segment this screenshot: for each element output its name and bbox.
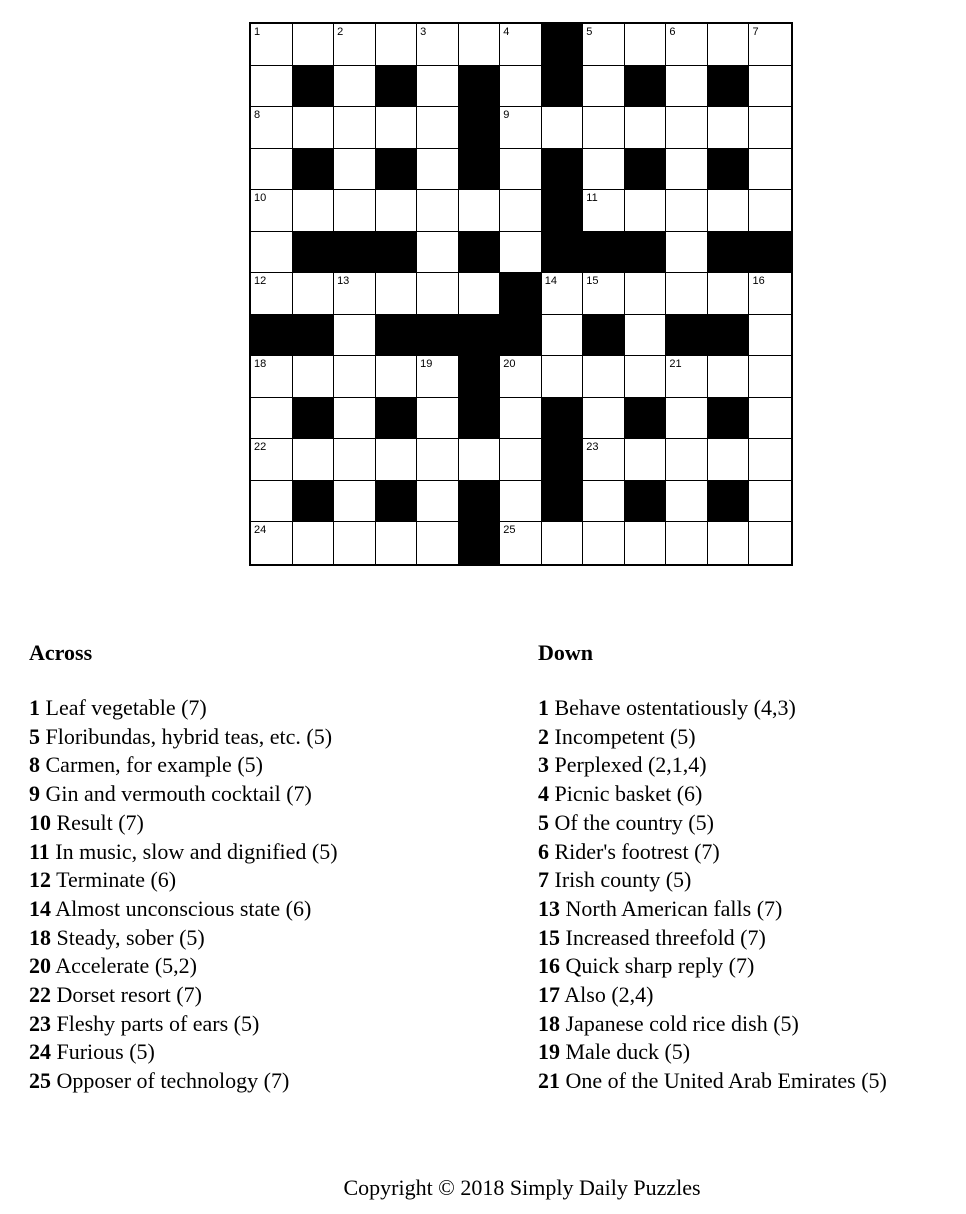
grid-block: [293, 232, 335, 274]
grid-cell[interactable]: [708, 190, 750, 232]
grid-cell[interactable]: [625, 24, 667, 66]
grid-cell[interactable]: [583, 273, 625, 315]
down-clue: [538, 723, 887, 752]
grid-cell[interactable]: [749, 66, 791, 108]
cell-number: 22: [254, 441, 267, 454]
across-clues: [29, 640, 338, 1096]
clue-text: Opposer of technology (7): [56, 1068, 290, 1094]
cell-number: 5: [586, 26, 593, 38]
clue-number: 12: [29, 867, 51, 893]
clue-number: 3: [538, 752, 549, 778]
grid-cell[interactable]: [500, 439, 542, 481]
down-clue: [538, 838, 887, 867]
grid-cell[interactable]: [583, 398, 625, 440]
clue-number: 11: [29, 838, 50, 864]
down-clue-list: [538, 694, 887, 1096]
cell-number: 20: [503, 358, 516, 371]
clue-text: North American falls (7): [565, 895, 783, 921]
cell-number: 7: [752, 26, 759, 38]
grid-cell[interactable]: [583, 439, 625, 481]
grid-cell[interactable]: [583, 66, 625, 108]
grid-cell[interactable]: [293, 522, 335, 564]
clue-text: Terminate (6): [56, 867, 177, 893]
grid-cell[interactable]: [376, 273, 418, 315]
grid-cell[interactable]: [251, 24, 293, 66]
clue-text: Irish county (5): [554, 867, 692, 893]
grid-cell[interactable]: [625, 522, 667, 564]
grid-cell[interactable]: [459, 273, 501, 315]
across-clue: [29, 1010, 338, 1039]
grid-block: [293, 315, 335, 357]
across-clue: [29, 838, 338, 867]
cell-number: 3: [420, 26, 427, 38]
clue-text: Gin and vermouth cocktail (7): [45, 781, 312, 807]
across-clue: [29, 952, 338, 981]
cell-number: 16: [752, 275, 765, 288]
down-clue: [538, 952, 887, 981]
grid-block: [542, 190, 584, 232]
grid-block: [542, 149, 584, 191]
grid-block: [293, 149, 335, 191]
grid-cell[interactable]: [251, 356, 293, 398]
clue-text: Perplexed (2,1,4): [554, 752, 707, 778]
grid-cell[interactable]: [417, 149, 459, 191]
across-clue-list: [29, 694, 338, 1096]
clue-text: Furious (5): [56, 1039, 155, 1065]
clue-number: 5: [538, 809, 549, 835]
grid-block: [293, 481, 335, 523]
across-clue: [29, 751, 338, 780]
grid-block: [293, 66, 335, 108]
grid-cell[interactable]: [500, 190, 542, 232]
grid-cell[interactable]: [749, 439, 791, 481]
grid-block: [293, 398, 335, 440]
grid-cell[interactable]: [625, 273, 667, 315]
grid-cell[interactable]: [376, 24, 418, 66]
clue-number: 6: [538, 838, 549, 864]
grid-block: [376, 66, 418, 108]
grid-cell[interactable]: [251, 481, 293, 523]
clue-number: 18: [538, 1010, 560, 1036]
grid-cell[interactable]: [542, 522, 584, 564]
clue-number: 24: [29, 1039, 51, 1065]
grid-cell[interactable]: [417, 273, 459, 315]
cell-number: 10: [254, 192, 267, 205]
clue-text: Quick sharp reply (7): [565, 953, 755, 979]
clue-number: 13: [538, 895, 560, 921]
grid-cell[interactable]: [583, 149, 625, 191]
grid-cell[interactable]: [334, 398, 376, 440]
grid-cell[interactable]: [251, 273, 293, 315]
clue-number: 23: [29, 1010, 51, 1036]
grid-cell[interactable]: [749, 24, 791, 66]
grid-block: [708, 149, 750, 191]
grid-cell[interactable]: [293, 107, 335, 149]
cell-number: 4: [503, 26, 510, 38]
clue-number: 14: [29, 895, 51, 921]
grid-block: [625, 398, 667, 440]
grid-cell[interactable]: [625, 107, 667, 149]
across-clue: [29, 981, 338, 1010]
clue-text: In music, slow and dignified (5): [55, 838, 338, 864]
clue-number: 25: [29, 1068, 51, 1094]
grid-cell[interactable]: [583, 190, 625, 232]
grid-block: [666, 315, 708, 357]
grid-cell[interactable]: [749, 522, 791, 564]
clue-text: Dorset resort (7): [56, 982, 202, 1008]
grid-cell[interactable]: [542, 273, 584, 315]
grid-cell[interactable]: [625, 315, 667, 357]
clue-text: Accelerate (5,2): [55, 953, 197, 979]
clue-number: 4: [538, 781, 549, 807]
grid-cell[interactable]: [334, 481, 376, 523]
clue-text: Increased threefold (7): [565, 924, 766, 950]
grid-cell[interactable]: [500, 398, 542, 440]
clue-number: 18: [29, 924, 51, 950]
clue-text: Rider's footrest (7): [554, 838, 720, 864]
grid-cell[interactable]: [376, 107, 418, 149]
grid-block: [376, 481, 418, 523]
down-clues: [538, 640, 887, 1096]
grid-cell[interactable]: [666, 66, 708, 108]
grid-cell[interactable]: [417, 232, 459, 274]
clue-text: Male duck (5): [565, 1039, 691, 1065]
down-clue: [538, 1038, 887, 1067]
grid-cell[interactable]: [334, 107, 376, 149]
clue-text: Steady, sober (5): [56, 924, 205, 950]
cell-number: 1: [254, 26, 261, 38]
grid-block: [542, 439, 584, 481]
grid-cell[interactable]: [708, 439, 750, 481]
grid-cell[interactable]: [376, 190, 418, 232]
grid-cell[interactable]: [666, 481, 708, 523]
clue-text: Result (7): [56, 809, 144, 835]
grid-block: [708, 398, 750, 440]
across-clue: [29, 1067, 338, 1096]
down-heading: Down: [538, 640, 594, 665]
grid-cell[interactable]: [583, 481, 625, 523]
grid-cell[interactable]: [749, 315, 791, 357]
grid-cell[interactable]: [500, 522, 542, 564]
grid-cell[interactable]: [500, 481, 542, 523]
grid-cell[interactable]: [293, 439, 335, 481]
cell-number: 12: [254, 275, 267, 288]
down-clue: [538, 780, 887, 809]
clue-text: Almost unconscious state (6): [55, 895, 312, 921]
grid-block: [708, 232, 750, 274]
grid-cell[interactable]: [708, 24, 750, 66]
grid-cell[interactable]: [542, 107, 584, 149]
grid-cell[interactable]: [251, 232, 293, 274]
grid-cell[interactable]: [666, 356, 708, 398]
grid-cell[interactable]: [293, 24, 335, 66]
clue-text: Behave ostentatiously (4,3): [554, 695, 796, 720]
grid-block: [583, 315, 625, 357]
clue-number: 9: [29, 781, 40, 807]
cell-number: 17: [503, 316, 516, 329]
grid-cell[interactable]: [625, 190, 667, 232]
grid-cell[interactable]: [251, 149, 293, 191]
cell-number: 23: [586, 441, 599, 454]
grid-cell[interactable]: [417, 107, 459, 149]
cell-number: 13: [337, 275, 350, 288]
grid-cell[interactable]: [749, 356, 791, 398]
clue-text: Fleshy parts of ears (5): [56, 1010, 260, 1036]
grid-block: [459, 232, 501, 274]
grid-block: [542, 24, 584, 66]
cell-number: 6: [669, 26, 676, 38]
grid-cell[interactable]: [334, 356, 376, 398]
grid-block: [542, 398, 584, 440]
cell-number: 21: [669, 358, 682, 371]
grid-cell[interactable]: [293, 190, 335, 232]
grid-block: [376, 315, 418, 357]
grid-cell[interactable]: [334, 315, 376, 357]
down-clue: [538, 694, 887, 723]
grid-cell[interactable]: [666, 149, 708, 191]
clue-text: Carmen, for example (5): [45, 752, 263, 778]
grid-block: [708, 481, 750, 523]
crossword-grid: [249, 22, 793, 566]
cell-number: 8: [254, 109, 261, 122]
grid-cell[interactable]: [749, 273, 791, 315]
grid-block: [459, 149, 501, 191]
grid-block: [459, 398, 501, 440]
down-clue: [538, 866, 887, 895]
grid-cell[interactable]: [334, 439, 376, 481]
across-clue: [29, 694, 338, 723]
grid-block: [334, 232, 376, 274]
clue-number: 21: [538, 1068, 560, 1094]
grid-cell[interactable]: [417, 66, 459, 108]
grid-cell[interactable]: [251, 66, 293, 108]
cell-number: 2: [337, 26, 344, 38]
grid-block: [376, 232, 418, 274]
grid-cell[interactable]: [666, 522, 708, 564]
cell-number: 9: [503, 109, 510, 122]
grid-cell[interactable]: [376, 356, 418, 398]
grid-cell[interactable]: [625, 439, 667, 481]
clue-text: Of the country (5): [554, 809, 714, 835]
grid-cell[interactable]: [583, 522, 625, 564]
grid-block: [459, 315, 501, 357]
grid-cell[interactable]: [500, 107, 542, 149]
across-clue: [29, 924, 338, 953]
grid-block: [376, 149, 418, 191]
grid-cell[interactable]: [417, 356, 459, 398]
grid-cell[interactable]: [666, 190, 708, 232]
grid-block: [749, 232, 791, 274]
down-clue: [538, 924, 887, 953]
down-clue: [538, 1067, 887, 1096]
grid-block: [251, 315, 293, 357]
grid-block: [459, 522, 501, 564]
grid-block: [625, 149, 667, 191]
grid-block: [500, 273, 542, 315]
grid-cell[interactable]: [334, 522, 376, 564]
cell-number: 14: [544, 275, 558, 288]
down-clue: [538, 809, 887, 838]
grid-block: [542, 481, 584, 523]
clue-number: 7: [538, 867, 549, 893]
grid-cell[interactable]: [749, 149, 791, 191]
clue-number: 16: [538, 953, 560, 979]
down-clue: [538, 895, 887, 924]
grid-block: [459, 107, 501, 149]
grid-cell[interactable]: [500, 66, 542, 108]
grid-block: [583, 232, 625, 274]
grid-cell[interactable]: [417, 190, 459, 232]
grid-cell[interactable]: [583, 24, 625, 66]
down-clue: [538, 751, 887, 780]
clue-number: 8: [29, 752, 40, 778]
clue-text: Also (2,4): [564, 982, 654, 1008]
grid-cell[interactable]: [251, 522, 293, 564]
clue-text: Leaf vegetable (7): [45, 695, 207, 720]
grid-cell[interactable]: [666, 398, 708, 440]
clue-number: 15: [538, 924, 560, 950]
clue-number: 19: [538, 1039, 560, 1065]
grid-cell[interactable]: [500, 356, 542, 398]
grid-cell[interactable]: [666, 439, 708, 481]
grid-cell[interactable]: [251, 439, 293, 481]
grid-cell[interactable]: [583, 107, 625, 149]
grid-cell[interactable]: [251, 190, 293, 232]
grid-block: [625, 481, 667, 523]
grid-cell[interactable]: [583, 356, 625, 398]
clue-text: One of the United Arab Emirates (5): [565, 1068, 887, 1094]
across-clue: [29, 1038, 338, 1067]
clue-text: Picnic basket (6): [554, 781, 703, 807]
grid-block: [542, 66, 584, 108]
grid-cell[interactable]: [334, 273, 376, 315]
grid-cell[interactable]: [542, 315, 584, 357]
down-clue: [538, 1010, 887, 1039]
cell-number: 15: [586, 275, 599, 288]
clue-number: 5: [29, 723, 40, 749]
grid-cell[interactable]: [459, 24, 501, 66]
cell-number: 24: [254, 524, 267, 537]
grid-block: [708, 66, 750, 108]
across-clue: [29, 809, 338, 838]
clue-number: 2: [538, 723, 549, 749]
clue-number: 17: [538, 982, 560, 1008]
grid-cell[interactable]: [293, 273, 335, 315]
grid-cell[interactable]: [500, 149, 542, 191]
cell-number: 18: [254, 358, 267, 371]
grid-block: [708, 315, 750, 357]
across-clue: [29, 723, 338, 752]
grid-cell[interactable]: [459, 439, 501, 481]
grid-cell[interactable]: [417, 398, 459, 440]
clue-number: 22: [29, 982, 51, 1008]
grid-block: [417, 315, 459, 357]
grid-block: [459, 356, 501, 398]
grid-cell[interactable]: [666, 232, 708, 274]
cell-number: 11: [586, 192, 598, 205]
grid-cell[interactable]: [417, 522, 459, 564]
grid-cell[interactable]: [749, 481, 791, 523]
clue-number: 20: [29, 953, 51, 979]
grid-cell[interactable]: [500, 232, 542, 274]
across-clue: [29, 895, 338, 924]
cell-number: 25: [503, 524, 516, 537]
clue-number: 10: [29, 809, 51, 835]
grid-block: [376, 398, 418, 440]
copyright-notice: Copyright © 2018 Simply Daily Puzzles: [343, 1175, 701, 1200]
grid-cell[interactable]: [376, 439, 418, 481]
grid-cell[interactable]: [251, 107, 293, 149]
grid-block: [625, 66, 667, 108]
clue-text: Floribundas, hybrid teas, etc. (5): [45, 723, 333, 749]
grid-cell[interactable]: [749, 107, 791, 149]
grid-cell[interactable]: [708, 273, 750, 315]
grid-cell[interactable]: [708, 356, 750, 398]
grid-cell[interactable]: [376, 522, 418, 564]
grid-cell[interactable]: [625, 356, 667, 398]
grid-cell[interactable]: [542, 356, 584, 398]
grid-cell[interactable]: [500, 24, 542, 66]
grid-cell[interactable]: [708, 107, 750, 149]
grid-cell[interactable]: [334, 66, 376, 108]
grid-block: [459, 481, 501, 523]
clue-text: Japanese cold rice dish (5): [565, 1010, 799, 1036]
grid-block: [542, 232, 584, 274]
grid-block: [500, 315, 542, 357]
grid-cell[interactable]: [666, 24, 708, 66]
grid-cell[interactable]: [334, 24, 376, 66]
grid-cell[interactable]: [749, 398, 791, 440]
down-clue: [538, 981, 887, 1010]
clue-number: 1: [538, 695, 549, 720]
clue-number: 1: [29, 695, 40, 720]
grid-cell[interactable]: [293, 356, 335, 398]
grid-cell[interactable]: [251, 398, 293, 440]
grid-cell[interactable]: [666, 107, 708, 149]
grid-cell[interactable]: [417, 24, 459, 66]
grid-cell[interactable]: [417, 481, 459, 523]
across-clue: [29, 866, 338, 895]
across-heading: Across: [29, 640, 93, 665]
grid-cell[interactable]: [708, 522, 750, 564]
grid-cell[interactable]: [459, 190, 501, 232]
grid-cell[interactable]: [334, 190, 376, 232]
grid-block: [625, 232, 667, 274]
clue-text: Incompetent (5): [554, 723, 696, 749]
grid-cell[interactable]: [749, 190, 791, 232]
across-clue: [29, 780, 338, 809]
cell-number: 19: [420, 358, 433, 371]
grid-cell[interactable]: [334, 149, 376, 191]
grid-cell[interactable]: [666, 273, 708, 315]
grid-cell[interactable]: [417, 439, 459, 481]
grid-block: [459, 66, 501, 108]
